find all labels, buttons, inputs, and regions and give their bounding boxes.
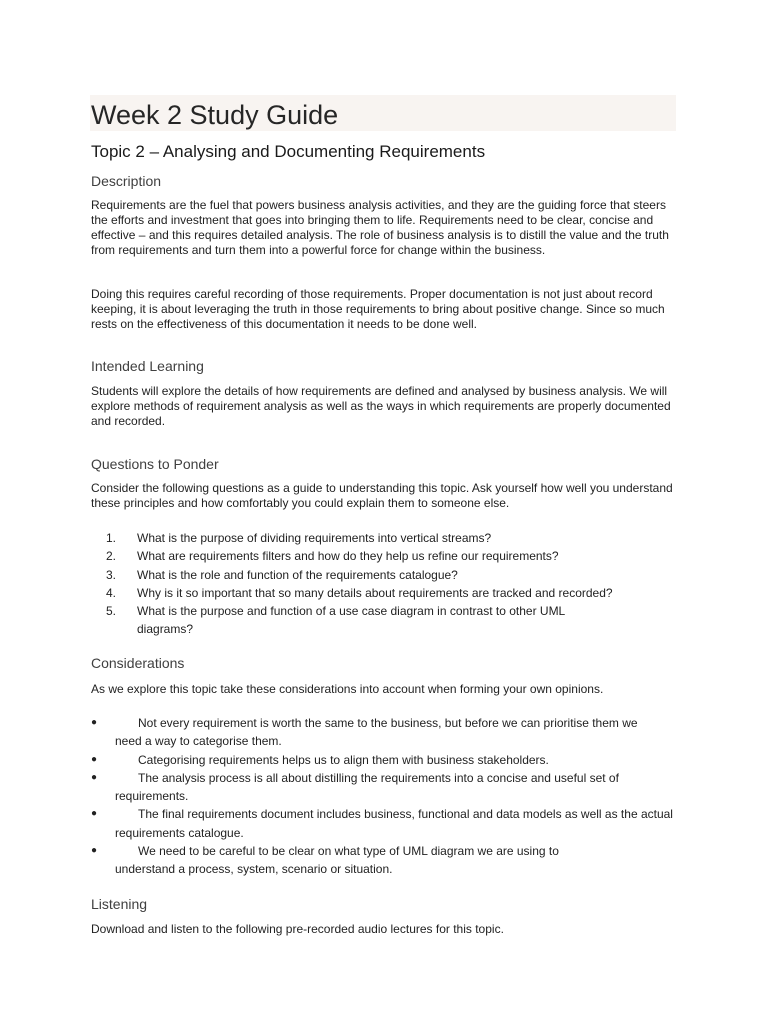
list-item [91,602,681,639]
listening-text: Download and listen to the following pre-recorded audio lectures for this topic. [91,922,504,936]
list-item [91,769,681,806]
considerations-heading: Considerations [91,655,185,671]
list-item [91,547,681,565]
list-item-number: 1. [106,531,117,545]
list-item-text: Why is it so important that so many details about requirements are tracked and recorded? [137,585,613,600]
intended-learning-heading: Intended Learning [91,358,204,374]
list-item-text: Not every requirement is worth the same to the business, but before we can prioritise them we need a way to categorise them. [115,716,638,749]
questions-intro: Consider the following questions as a guide to understanding this topic. Ask yourself how well you understand these principles and how comfortably you could explain them to someone else. [91,481,673,510]
listening-heading: Listening [91,896,148,912]
list-item-text: What are requirements filters and how do they help us refine our requirements? [137,549,559,564]
list-item-text: We need to be careful to be clear on what type of UML diagram we are using to understand a process, system, scenario or situation. [115,844,559,877]
list-item-text: What is the purpose and function of a use case diagram in contrast to other UML diagrams? [137,604,565,637]
list-item-text: What is the purpose of dividing requirements into vertical streams? [137,531,492,545]
bullet-icon: ● [91,808,98,820]
description-paragraph-1: Requirements are the fuel that powers business analysis activities, and they are the guiding force that steers the efforts and investment that goes into bringing them to life. Requirements need to be clear, concise and effective – and this requires detailed analysis. The role of business analysis is to distill the value and the truth from requirements and turn them into a powerful force for change within the business. [91,198,669,257]
bullet-icon: ● [91,771,98,783]
bullet-icon: ● [91,717,98,728]
list-item-number: 5. [106,604,117,619]
page-title: Week 2 Study Guide [91,100,339,130]
list-item-text: What is the role and function of the requirements catalogue? [137,567,458,582]
list-item-number: 4. [106,585,117,600]
list-item [91,566,681,584]
list-item [91,805,681,842]
description-heading: Description [91,173,162,189]
list-item [91,529,681,547]
bullet-icon: ● [91,845,98,857]
questions-heading: Questions to Ponder [91,456,219,472]
list-item-text: The analysis process is all about distilling the requirements into a concise and useful set of requirements. [115,770,619,804]
considerations-intro: As we explore this topic take these considerations into account when forming your own opinions. [91,682,604,696]
bullet-icon: ● [91,753,98,765]
intended-learning-text: Students will explore the details of how requirements are defined and analysed by business analysis. We will explore methods of requirement analysis as well as the ways in which requirements are properly documented and recorded. [91,384,671,428]
topic-heading: Topic 2 – Analysing and Documenting Requirements [91,142,486,161]
list-item-number: 3. [106,567,117,582]
list-item [91,751,681,769]
list-item-text: The final requirements document includes business, functional and data models as well as the actual requirements catalogue. [115,807,673,840]
considerations-list [91,714,681,879]
list-item [91,584,681,602]
description-paragraph-2: Doing this requires careful recording of those requirements. Proper documentation is not just about record keeping, it is about leveraging the truth in those requirements to bring about positive change. Since so much rests on the effectiveness of this documentation it needs to be done well. [91,287,665,331]
list-item-number: 2. [106,549,117,564]
list-item-text: Categorising requirements helps us to align them with business stakeholders. [138,752,549,767]
list-item [91,714,681,751]
questions-list [91,529,681,639]
list-item [91,842,681,879]
